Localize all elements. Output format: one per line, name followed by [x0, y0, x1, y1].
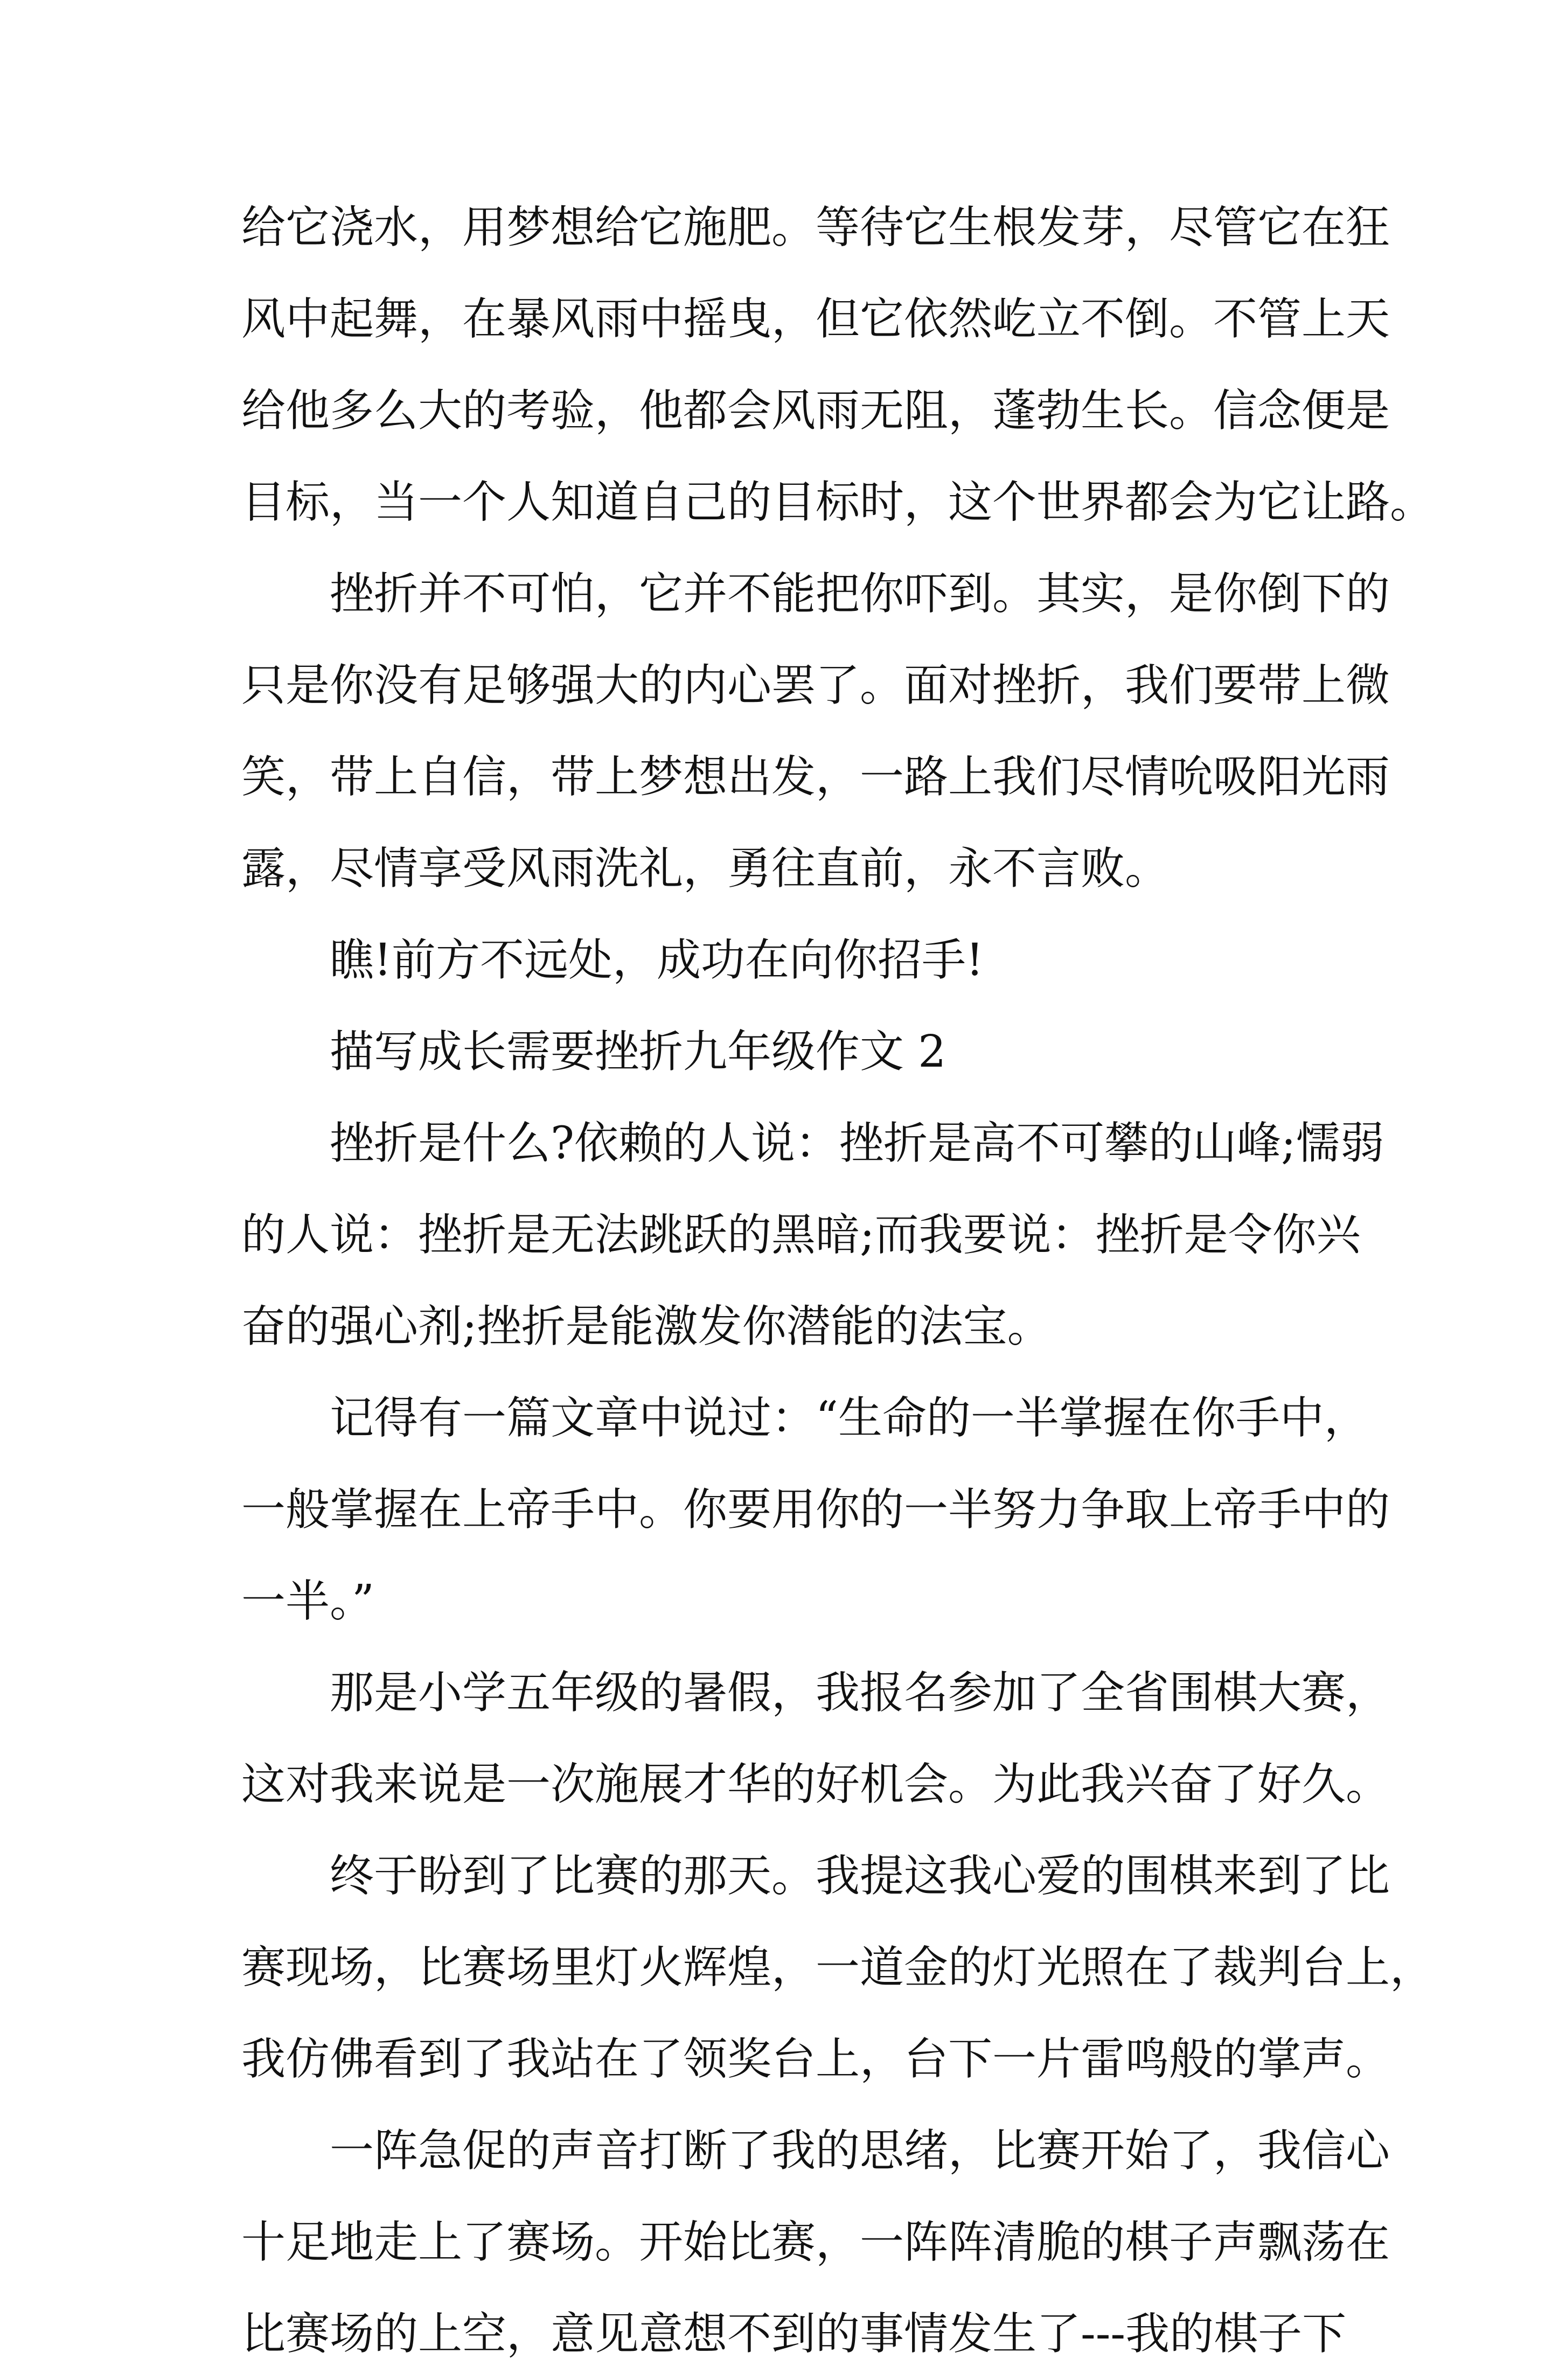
text-line: 挫折并不可怕，它并不能把你吓到。其实，是你倒下的 [330, 568, 1390, 620]
text-line: 奋的强心剂;挫折是能激发你潜能的法宝。 [241, 1301, 1052, 1352]
text-line: 给他多么大的考验，他都会风雨无阻，蓬勃生长。信念便是 [241, 385, 1390, 436]
text-line: 目标，当一个人知道自己的目标时，这个世界都会为它让路。 [241, 477, 1435, 528]
text-line: 露，尽情享受风雨洗礼，勇往直前，永不言败。 [241, 843, 1170, 894]
text-line: 一阵急促的声音打断了我的思绪，比赛开始了，我信心 [330, 2125, 1390, 2176]
text-line: 比赛场的上空，意见意想不到的事情发生了---我的棋子下 [241, 2308, 1347, 2360]
text-line: 那是小学五年级的暑假，我报名参加了全省围棋大赛， [330, 1667, 1390, 1718]
text-line: 十足地走上了赛场。开始比赛，一阵阵清脆的棋子声飘荡在 [241, 2217, 1390, 2268]
text-line: 风中起舞，在暴风雨中摇曳，但它依然屹立不倒。不管上天 [241, 294, 1390, 345]
text-line: 这对我来说是一次施展才华的好机会。为此我兴奋了好久。 [241, 1759, 1390, 1810]
text-line: 赛现场，比赛场里灯火辉煌，一道金的灯光照在了裁判台上， [241, 1942, 1435, 1993]
text-line: 记得有一篇文章中说过：“生命的一半掌握在你手中， [330, 1393, 1368, 1444]
section-heading: 描写成长需要挫折九年级作文 2 [330, 1026, 946, 1077]
text-line: 挫折是什么?依赖的人说：挫折是高不可攀的山峰;懦弱 [330, 1118, 1384, 1169]
text-line: 给它浇水，用梦想给它施肥。等待它生根发芽，尽管它在狂 [241, 202, 1390, 253]
text-line: 我仿佛看到了我站在了领奖台上，台下一片雷鸣般的掌声。 [241, 2034, 1390, 2085]
text-line: 的人说：挫折是无法跳跃的黑暗;而我要说：挫折是令你兴 [241, 1209, 1361, 1261]
text-line: 笑，带上自信，带上梦想出发，一路上我们尽情吮吸阳光雨 [241, 751, 1390, 803]
text-line: 瞧!前方不远处，成功在向你招手! [330, 935, 984, 986]
text-line: 终于盼到了比赛的那天。我提这我心爱的围棋来到了比 [330, 1850, 1390, 1902]
text-line: 一般掌握在上帝手中。你要用你的一半努力争取上帝手中的 [241, 1484, 1390, 1535]
text-line: 一半。” [241, 1576, 374, 1627]
text-line: 只是你没有足够强大的内心罢了。面对挫折，我们要带上微 [241, 660, 1390, 711]
document-body [241, 182, 1435, 2380]
